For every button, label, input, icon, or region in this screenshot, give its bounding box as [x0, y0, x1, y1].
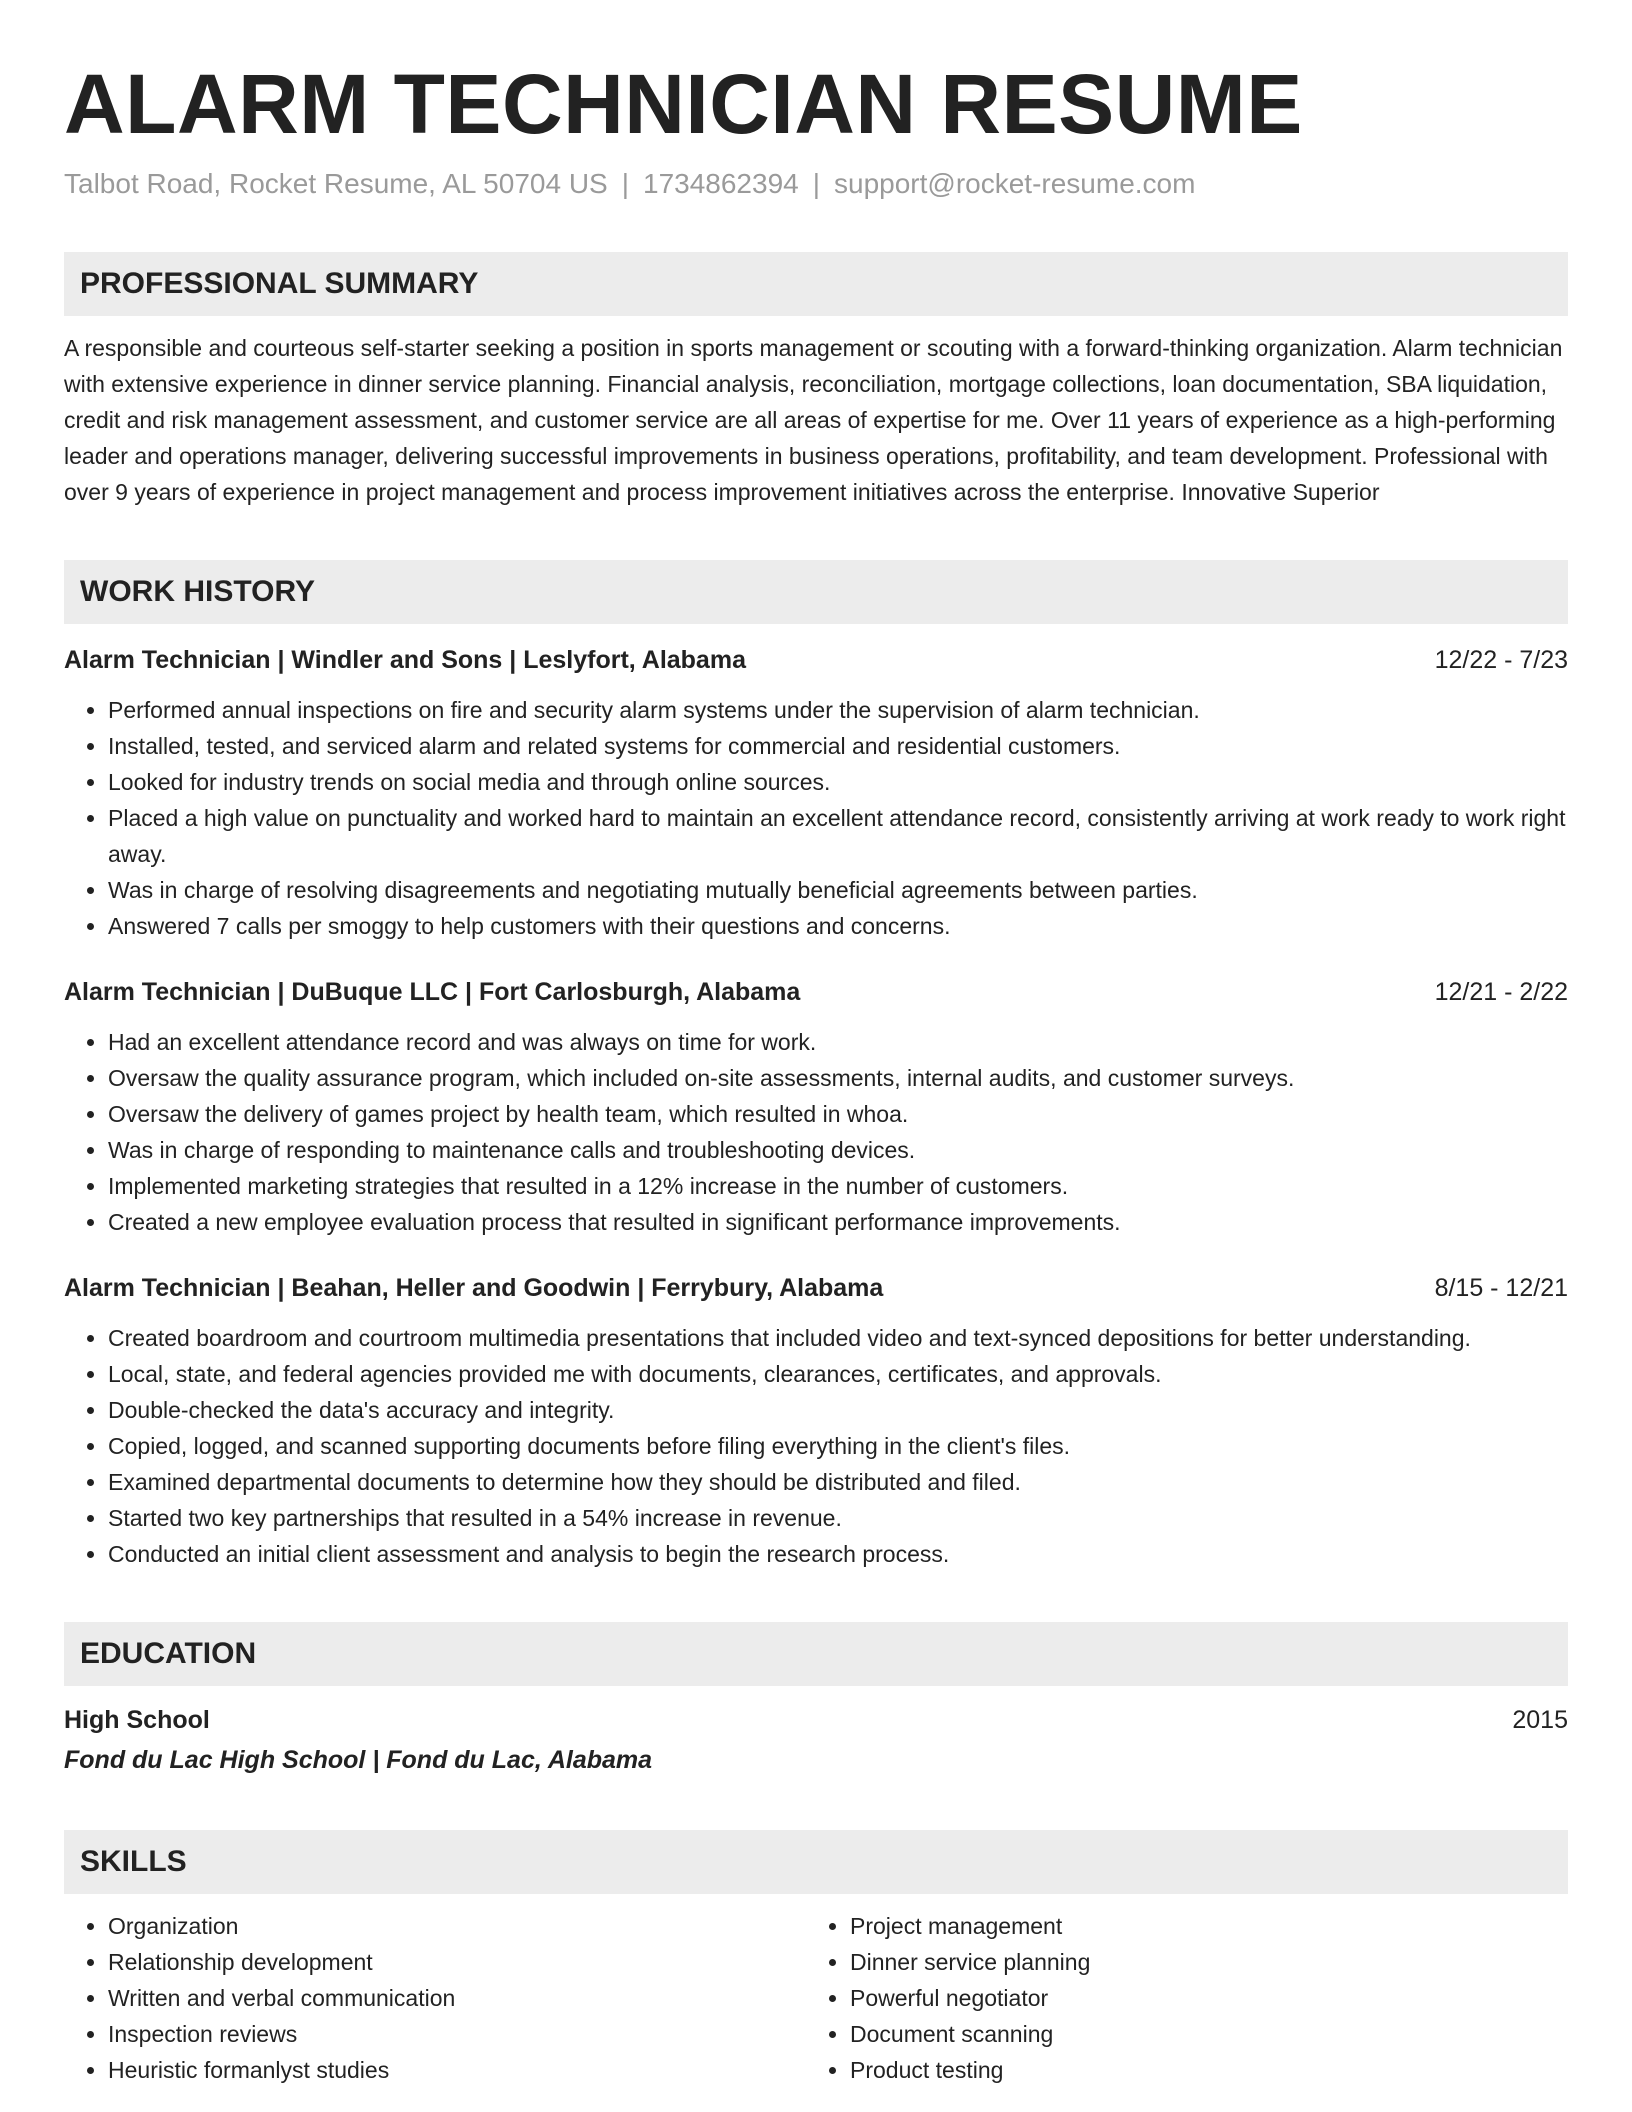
job-bullets	[64, 692, 1568, 944]
job-title: Alarm Technician | Windler and Sons | Leslyfort, Alabama	[64, 646, 746, 674]
job-bullet: • Was in charge of resolving disagreements and negotiating mutually beneficial agreements between parties.	[108, 872, 1568, 908]
job-bullet: • Oversaw the delivery of games project by health team, which resulted in whoa.	[108, 1096, 1568, 1132]
skill-item: • Product testing	[850, 2052, 1548, 2088]
job-header	[64, 642, 1568, 678]
job-entry	[64, 974, 1568, 1240]
job-title: Alarm Technician | DuBuque LLC | Fort Carlosburgh, Alabama	[64, 978, 801, 1006]
job-header	[64, 974, 1568, 1010]
job-bullet: • Was in charge of responding to maintenance calls and troubleshooting devices.	[108, 1132, 1568, 1168]
job-bullets	[64, 1320, 1568, 1572]
skill-item: • Heuristic formanlyst studies	[108, 2052, 806, 2088]
contact-phone: 1734862394	[643, 168, 799, 199]
education-header	[64, 1700, 1568, 1740]
job-entry	[64, 1270, 1568, 1572]
summary-text: A responsible and courteous self-starter seeking a position in sports management or scouting with a forward-thinking organization. Alarm technician with extensive experience in dinner service planning. Financial analysis, reconciliation, mortgage collections, loan documentation, SBA liquidation, credit and risk management assessment, and customer service are all areas of expertise for me. Over 11 years of experience as a high-performing leader and operations manager, delivering successful improvements in business operations, profitability, and team development. Professional with over 9 years of experience in project management and process improvement initiatives across the enterprise. Innovative Superior	[64, 335, 1563, 505]
job-bullet: • Oversaw the quality assurance program, which included on-site assessments, internal audits, and customer surveys.	[108, 1060, 1568, 1096]
skills-list	[64, 1908, 1568, 2088]
job-bullet: • Created a new employee evaluation process that resulted in significant performance improvements.	[108, 1204, 1568, 1240]
job-bullet: • Created boardroom and courtroom multimedia presentations that included video and text-synced depositions for better understanding.	[108, 1320, 1568, 1356]
job-dates: 12/22 - 7/23	[1434, 646, 1568, 674]
resume-title: ALARM TECHNICIAN RESUME	[64, 57, 1303, 151]
job-bullet: • Installed, tested, and serviced alarm and related systems for commercial and residential customers.	[108, 728, 1568, 764]
education-degree: High School	[64, 1706, 210, 1734]
job-bullet: • Conducted an initial client assessment and analysis to begin the research process.	[108, 1536, 1568, 1572]
job-title: Alarm Technician | Beahan, Heller and Goodwin | Ferrybury, Alabama	[64, 1274, 884, 1302]
section-header-education: EDUCATION	[64, 1622, 1568, 1686]
job-header	[64, 1270, 1568, 1306]
job-bullet: • Double-checked the data's accuracy and integrity.	[108, 1392, 1568, 1428]
skill-item: • Inspection reviews	[108, 2016, 806, 2052]
skill-item: • Relationship development	[108, 1944, 806, 1980]
job-bullet: • Examined departmental documents to determine how they should be distributed and filed.	[108, 1464, 1568, 1500]
resume-page	[64, 0, 1568, 2088]
job-bullet: • Placed a high value on punctuality and worked hard to maintain an excellent attendance record, consistently arriving at work ready to work right away.	[108, 800, 1568, 872]
job-bullet: • Local, state, and federal agencies provided me with documents, clearances, certificates, and approvals.	[108, 1356, 1568, 1392]
section-header-summary: PROFESSIONAL SUMMARY	[64, 252, 1568, 316]
skill-item: • Document scanning	[850, 2016, 1548, 2052]
job-dates: 12/21 - 2/22	[1434, 978, 1568, 1006]
skill-item: • Powerful negotiator	[850, 1980, 1548, 2016]
section-header-skills: SKILLS	[64, 1830, 1568, 1894]
job-bullet: • Performed annual inspections on fire and security alarm systems under the supervision of alarm technician.	[108, 692, 1568, 728]
job-bullet: • Copied, logged, and scanned supporting documents before filing everything in the client's files.	[108, 1428, 1568, 1464]
job-entry	[64, 642, 1568, 944]
contact-address: Talbot Road, Rocket Resume, AL 50704 US	[64, 168, 608, 199]
contact-line	[64, 166, 1568, 202]
job-bullet: • Implemented marketing strategies that resulted in a 12% increase in the number of customers.	[108, 1168, 1568, 1204]
job-bullet: • Looked for industry trends on social media and through online sources.	[108, 764, 1568, 800]
skill-item: • Dinner service planning	[850, 1944, 1548, 1980]
job-dates: 8/15 - 12/21	[1434, 1274, 1568, 1302]
job-bullet: • Had an excellent attendance record and was always on time for work.	[108, 1024, 1568, 1060]
education-year: 2015	[1512, 1706, 1568, 1734]
education-school: Fond du Lac High School | Fond du Lac, Alabama	[64, 1746, 653, 1774]
section-header-work-history: WORK HISTORY	[64, 560, 1568, 624]
skills-column-2	[806, 1908, 1548, 2088]
skills-column-1	[64, 1908, 806, 2088]
job-bullet: • Answered 7 calls per smoggy to help customers with their questions and concerns.	[108, 908, 1568, 944]
job-bullet: • Started two key partnerships that resulted in a 54% increase in revenue.	[108, 1500, 1568, 1536]
job-bullets	[64, 1024, 1568, 1240]
skill-item: • Organization	[108, 1908, 806, 1944]
skill-item: • Project management	[850, 1908, 1548, 1944]
contact-separator: |	[621, 168, 629, 199]
skill-item: • Written and verbal communication	[108, 1980, 806, 2016]
contact-separator: |	[812, 168, 821, 199]
contact-email[interactable]: support@rocket-resume.com	[834, 168, 1196, 199]
